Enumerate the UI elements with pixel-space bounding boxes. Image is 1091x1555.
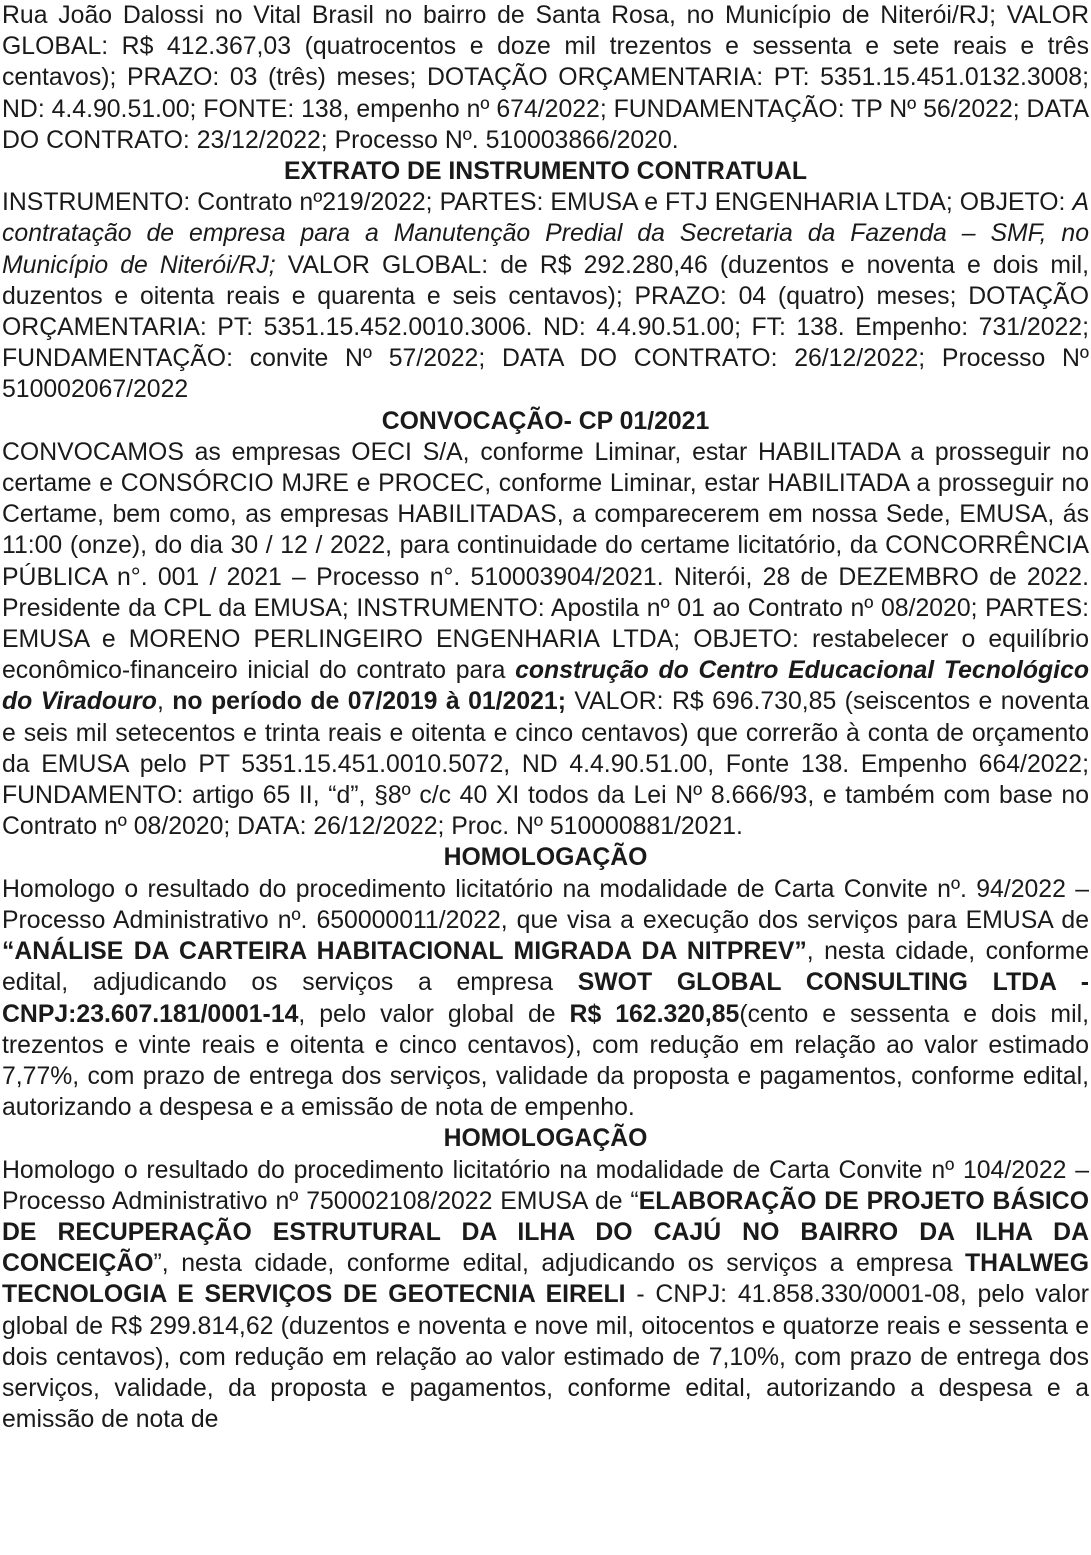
text-run-bold: SWOT GLOBAL CONSULTING LTDA - CNPJ:23.607.181/0001-14	[2, 969, 1089, 1028]
paragraph-extrato-contrato-219	[2, 187, 1089, 405]
text-run: CONVOCAMOS as empresas OECI S/A, conforme Liminar, estar HABILITADA a prosseguir no certame e CONSÓRCIO MJRE e PROCEC, conforme Liminar, estar HABILITADA a prosseguir no Certame, bem como, as empresas HABILITADAS, a comparecerem em nossa Sede, EMUSA, ás 11:00 (onze), do dia 30 / 12 / 2022, para continuidade do certame licitatório, da CONCORRÊNCIA PÚBLICA n°. 001 / 2021 – Processo n°. 510003904/2021. Niterói, 28 de DEZEMBRO de 2022. Presidente da CPL da EMUSA; INSTRUMENTO: Apostila nº 01 ao Contrato nº 08/2020; PARTES: EMUSA e MORENO PERLINGEIRO ENGENHARIA LTDA; OBJETO: restabelecer o equilíbrio econômico-financeiro inicial do contrato para	[2, 438, 1089, 685]
text-run-bold: ELABORAÇÃO DE PROJETO BÁSICO DE RECUPERAÇÃO ESTRUTURAL DA ILHA DO CAJÚ NO BAIRRO DA ILHA DA CONCEIÇÃO	[2, 1187, 1090, 1278]
text-run: - CNPJ: 41.858.330/0001-08, pelo valor global de R$ 299.814,62 (duzentos e noventa e nove mil, oitocentos e quatorze reais e sessenta e dois centavos), com redução em relação ao valor estimado de 7,10%, com prazo de entrega dos serviços, validade, da proposta e pagamentos, conforme edital, autorizando a despesa e a emissão de nota de	[2, 1281, 1089, 1434]
text-run: ,	[156, 688, 173, 716]
text-run: Homologo o resultado do procedimento licitatório na modalidade de Carta Convite nº 104/2022 – Processo Administrativo nº 750002108/2022 EMUSA de “	[2, 1156, 1089, 1215]
text-run-bold: “ANÁLISE DA CARTEIRA HABITACIONAL MIGRADA DA NITPREV”	[2, 938, 807, 966]
paragraph-homologacao-2	[2, 1155, 1089, 1436]
heading-homologacao-2: HOMOLOGAÇÃO	[443, 1125, 648, 1153]
text-run: , pelo valor global de	[298, 1000, 570, 1028]
text-run: Rua João Dalossi no Vital Brasil no bairro de Santa Rosa, no Município de Niterói/RJ; VALOR GLOBAL: R$ 412.367,03 (quatrocentos e doze mil trezentos e sessenta e sete reais e três centavos); PRAZO: 03 (três) meses; DOTAÇÃO ORÇAMENTARIA: PT: 5351.15.451.0132.3008; ND: 4.4.90.51.00; FONTE: 138, empenho nº 674/2022; FUNDAMENTAÇÃO: TP Nº 56/2022; DATA DO CONTRATO: 23/12/2022; Processo Nº. 510003866/2020.	[2, 2, 1089, 154]
heading-convocacao: CONVOCAÇÃO- CP 01/2021	[381, 407, 710, 435]
text-run: ”, nesta cidade, conforme edital, adjudicando os serviços a empresa	[153, 1250, 966, 1278]
text-run: Homologo o resultado do procedimento licitatório na modalidade de Carta Convite nº. 94/2022 – Processo Administrativo nº. 650000011/2022, que visa a execução dos serviços para EMUSA de	[2, 875, 1089, 934]
text-run-bold: R$ 162.320,85	[569, 1000, 740, 1028]
text-run-bold: THALWEG TECNOLOGIA E SERVIÇOS DE GEOTECNIA EIRELI	[2, 1250, 1089, 1309]
paragraph-contract-continuation	[2, 0, 1089, 156]
text-run-bold-italic: construção do Centro Educacional Tecnológico do Viradouro	[2, 657, 1090, 716]
text-run: (cento e sessenta e dois mil, trezentos e vinte reais e oitenta e cinco centavos), com redução em relação ao valor estimado 7,77%, com prazo de entrega dos serviços, validade da proposta e pagamentos, conforme edital, autorizando a despesa e a emissão de nota de empenho.	[2, 1000, 1089, 1122]
text-run: INSTRUMENTO: Contrato nº219/2022; PARTES: EMUSA e FTJ ENGENHARIA LTDA; OBJETO:	[2, 189, 1073, 217]
text-run: , nesta cidade, conforme edital, adjudicando os serviços a empresa	[2, 938, 1089, 997]
text-run: VALOR GLOBAL: de R$ 292.280,46 (duzentos e noventa e dois mil, duzentos e oitenta reais e quarenta e seis centavos); PRAZO: 04 (quatro) meses; DOTAÇÃO ORÇAMENTARIA: PT: 5351.15.452.0010.3006. ND: 4.4.90.51.00; FT: 138. Empenho: 731/2022; FUNDAMENTAÇÃO: convite Nº 57/2022; DATA DO CONTRATO: 26/12/2022; Processo Nº 510002067/2022	[2, 251, 1089, 404]
heading-extrato-instrumento-contratual: EXTRATO DE INSTRUMENTO CONTRATUAL	[283, 158, 808, 186]
text-run-italic: A contratação de empresa para a Manutenção Predial da Secretaria da Fazenda – SMF, no Município de Niterói/RJ;	[2, 189, 1089, 279]
text-run: VALOR: R$ 696.730,85 (seiscentos e noventa e seis mil setecentos e trinta reais e oitenta e cinco centavos) que correrão à conta de orçamento da EMUSA pelo PT 5351.15.451.0010.5072, ND 4.4.90.51.00, Fonte 138. Empenho 664/2022; FUNDAMENTO: artigo 65 II, “d”, §8º c/c 40 XI todos da Lei Nº 8.666/93, e também com base no Contrato nº 08/2020; DATA: 26/12/2022; Proc. Nº 510000881/2021.	[2, 688, 1090, 841]
text-run-bold: no período de 07/2019 à 01/2021;	[172, 688, 566, 716]
heading-homologacao-1: HOMOLOGAÇÃO	[443, 844, 648, 872]
paragraph-convocacao	[2, 437, 1089, 843]
paragraph-homologacao-1	[2, 874, 1089, 1124]
